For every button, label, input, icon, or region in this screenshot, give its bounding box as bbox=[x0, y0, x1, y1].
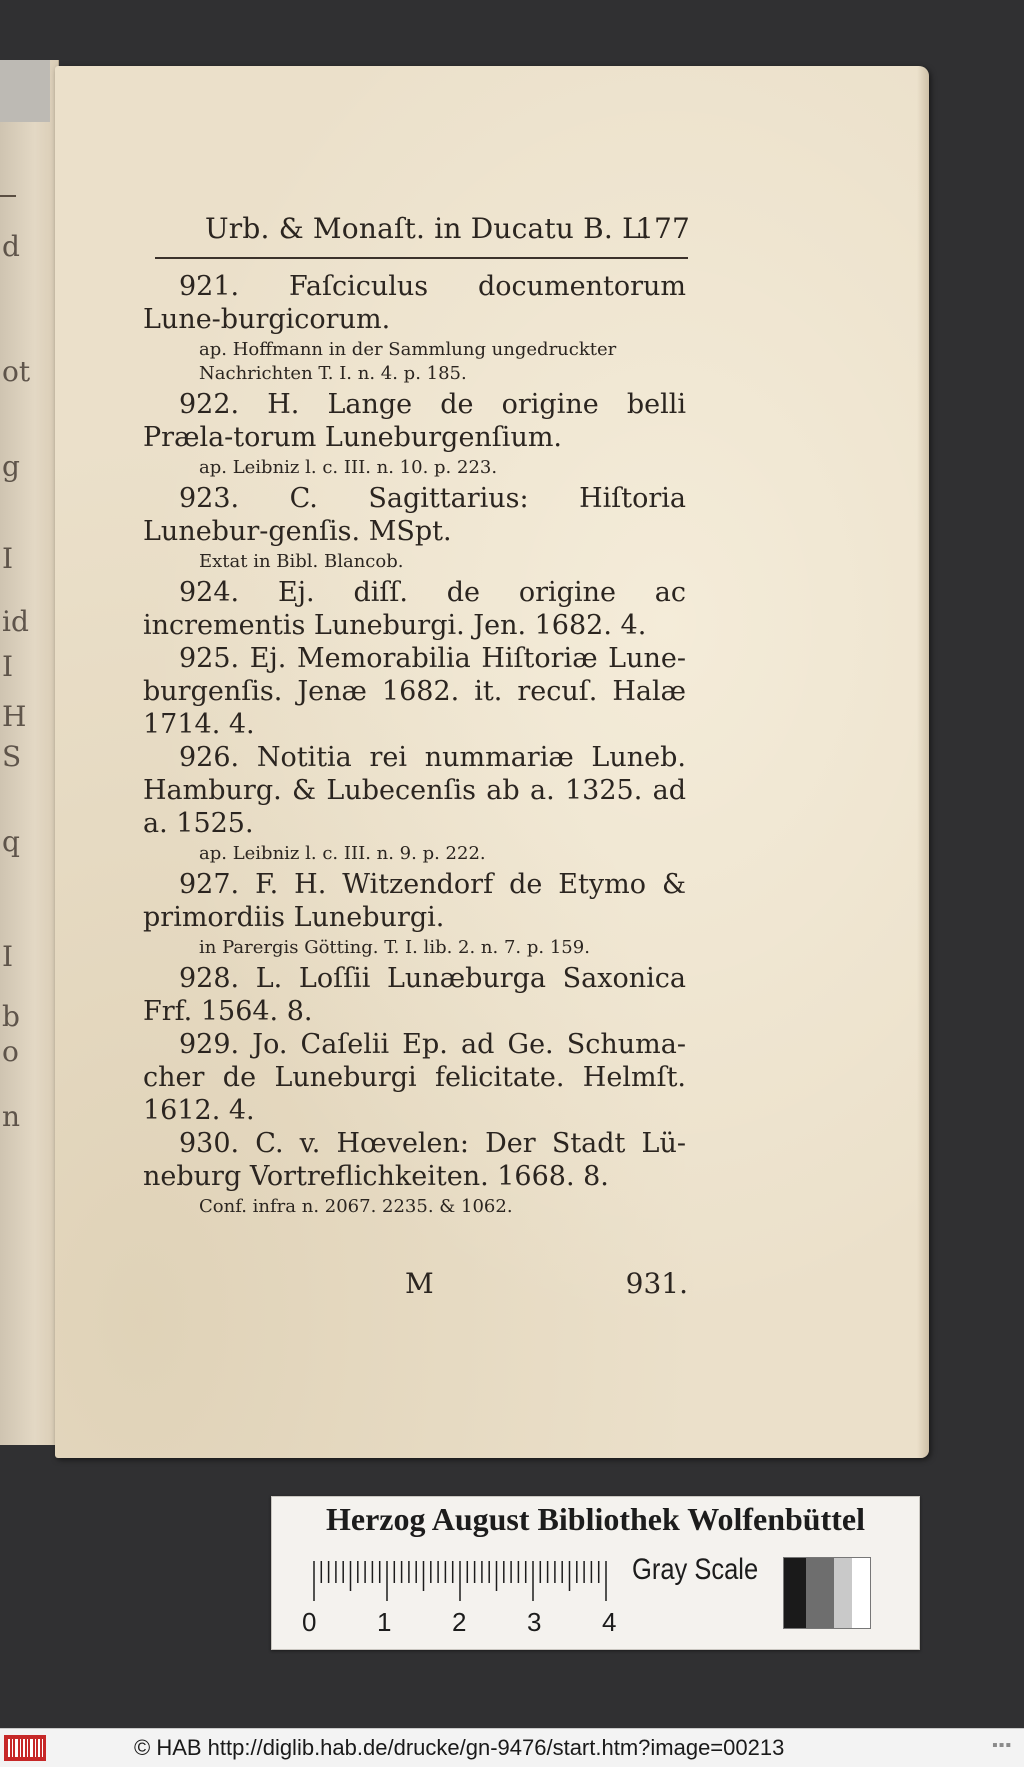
entry-text: 929. Jo. Caſelii Ep. ad Ge. Schuma-cher de Luneburgi felicitate. Helmſt. 1612. 4. bbox=[143, 1029, 686, 1126]
entry-922 bbox=[143, 388, 688, 480]
entry-925 bbox=[143, 642, 688, 741]
ruler-label: 3 bbox=[527, 1607, 542, 1637]
more-icon[interactable]: ▪▪▪ bbox=[991, 1737, 1012, 1754]
page-number: 177 bbox=[635, 212, 690, 245]
color-scale-card bbox=[271, 1496, 920, 1650]
entry-note: ap. Hoffmann in der Sammlung ungedruckter Nachrichten T. I. n. 4. p. 185. bbox=[199, 339, 617, 384]
leaf-fragment: d bbox=[2, 230, 20, 263]
page-edge-shading bbox=[917, 66, 929, 1458]
entry-text: 922. H. Lange de origine belli Præla-torum Luneburgenſium. bbox=[143, 389, 686, 453]
entry-930 bbox=[143, 1127, 688, 1219]
entry-924 bbox=[143, 576, 688, 642]
leaf-corner bbox=[0, 60, 50, 122]
ruler-label: 0 bbox=[302, 1607, 317, 1637]
copyright-url[interactable]: © HAB http://diglib.hab.de/drucke/gn-9476/start.htm?image=00213 bbox=[134, 1735, 785, 1760]
ruler-label: 2 bbox=[452, 1607, 467, 1637]
previous-leaf-edge bbox=[0, 60, 59, 1445]
entry-921 bbox=[143, 270, 688, 386]
ruler-scale bbox=[310, 1559, 610, 1601]
leaf-fragment: I bbox=[2, 650, 14, 683]
entry-text: 928. L. Loſſii Lunæburga Saxonica Frf. 1564. 8. bbox=[143, 963, 686, 1027]
entry-929 bbox=[143, 1028, 688, 1127]
entry-text: 930. C. v. Hœvelen: Der Stadt Lü-neburg Vortreflichkeiten. 1668. 8. bbox=[143, 1128, 686, 1192]
entry-note: ap. Leibniz l. c. III. n. 10. p. 223. bbox=[199, 457, 498, 478]
gray-swatch bbox=[784, 1558, 806, 1628]
entry-note: in Parergis Götting. T. I. lib. 2. n. 7. p. 159. bbox=[199, 937, 590, 958]
barcode-icon bbox=[4, 1735, 46, 1761]
leaf-fragment: H bbox=[2, 700, 27, 733]
entry-928 bbox=[143, 962, 688, 1028]
gray-swatch bbox=[852, 1558, 870, 1628]
book-page bbox=[55, 66, 929, 1458]
leaf-fragment: S bbox=[2, 740, 22, 773]
entry-927 bbox=[143, 868, 688, 960]
leaf-fragment: id bbox=[2, 605, 29, 638]
entry-note: Conf. infra n. 2067. 2235. & 1062. bbox=[199, 1196, 513, 1217]
entry-text: 923. C. Sagittarius: Hiſtoria Lunebur-genſis. MSpt. bbox=[143, 483, 686, 547]
ruler-label: 4 bbox=[602, 1607, 617, 1637]
gray-scale-label: Gray Scale bbox=[632, 1553, 759, 1586]
entry-note: Extat in Bibl. Blancob. bbox=[199, 551, 404, 572]
leaf-fragment: q bbox=[2, 825, 20, 858]
entry-text: 927. F. H. Witzendorf de Etymo & primordiis Luneburgi. bbox=[143, 869, 686, 933]
library-name: Herzog August Bibliothek Wolfenbüttel bbox=[325, 1501, 865, 1537]
leaf-fragment: ot bbox=[2, 355, 31, 388]
entry-note: ap. Leibniz l. c. III. n. 9. p. 222. bbox=[199, 843, 486, 864]
gray-scale-swatches bbox=[783, 1557, 871, 1629]
page-footer bbox=[143, 1267, 688, 1307]
page-content bbox=[143, 212, 690, 1300]
ruler-label: 1 bbox=[377, 1607, 392, 1637]
leaf-rule bbox=[0, 195, 16, 197]
head-rule bbox=[155, 257, 688, 259]
running-title: Urb. & Monaſt. in Ducatu B. L. bbox=[205, 212, 651, 245]
bibliography-entries bbox=[143, 270, 688, 1221]
leaf-fragment: n bbox=[2, 1100, 21, 1133]
entry-923 bbox=[143, 482, 688, 574]
catchword: 931. bbox=[625, 1267, 688, 1300]
gray-swatch bbox=[834, 1558, 852, 1628]
entry-text: 925. Ej. Memorabilia Hiſtoriæ Lune-burgenſis. Jenæ 1682. it. recuſ. Halæ 1714. 4. bbox=[143, 643, 686, 740]
gray-swatch bbox=[806, 1558, 834, 1628]
running-head bbox=[143, 212, 688, 254]
leaf-fragment: b bbox=[2, 1000, 20, 1033]
entry-text: 921. Faſciculus documentorum Lune-burgicorum. bbox=[143, 271, 686, 335]
leaf-fragment: o bbox=[2, 1035, 19, 1068]
leaf-fragment: g bbox=[2, 450, 20, 483]
leaf-fragment: I bbox=[2, 542, 14, 575]
entry-text: 926. Notitia rei nummariæ Luneb. Hamburg. & Lubecenſis ab a. 1325. ad a. 1525. bbox=[143, 742, 686, 839]
image-footer-bar bbox=[0, 1728, 1024, 1767]
ruler-labels bbox=[302, 1607, 622, 1637]
entry-text: 924. Ej. diſſ. de origine ac incrementis Luneburgi. Jen. 1682. 4. bbox=[143, 577, 686, 641]
leaf-fragment: I bbox=[2, 940, 14, 973]
signature-mark: M bbox=[405, 1267, 434, 1300]
entry-926 bbox=[143, 741, 688, 866]
